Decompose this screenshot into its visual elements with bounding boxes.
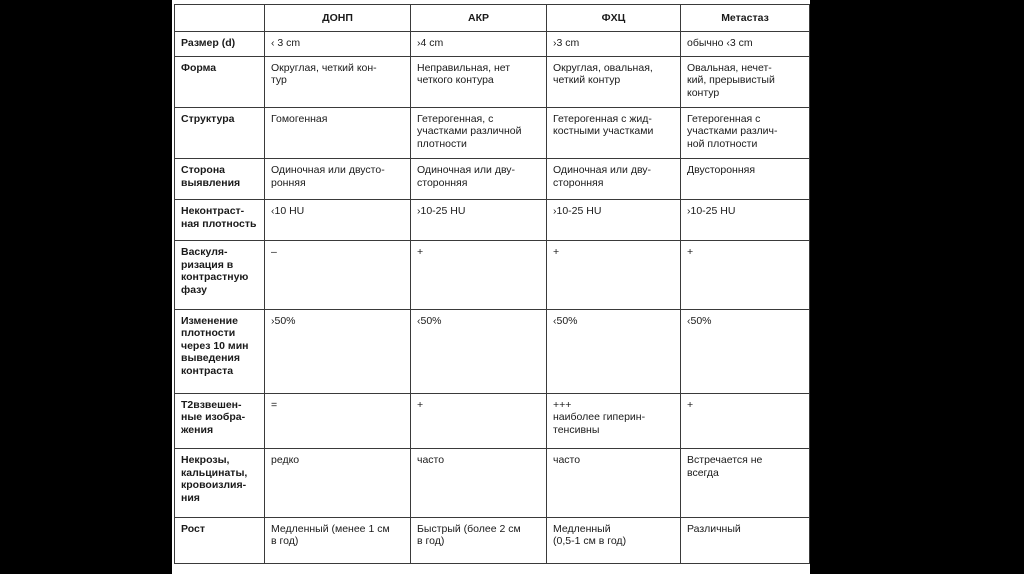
table-row [175, 449, 810, 518]
table-cell: Гетерогенная с жид- костными участками [547, 107, 681, 158]
table-cell: Одиночная или двусто- ронняя [265, 159, 411, 200]
table-cell: ‹50% [411, 309, 547, 393]
table-cell: Медленный (0,5-1 см в год) [547, 517, 681, 563]
table-cell: Округлая, овальная, четкий контур [547, 56, 681, 107]
table-cell: + [411, 241, 547, 310]
header-akr: АКР [411, 5, 547, 32]
table-row [175, 309, 810, 393]
table-cell: + [411, 393, 547, 448]
table-row [175, 56, 810, 107]
table-cell: + [681, 241, 810, 310]
table-row [175, 393, 810, 448]
row-label: Васкуля- ризация в контрастную фазу [175, 241, 265, 310]
table-cell: Округлая, четкий кон- тур [265, 56, 411, 107]
row-label: Структура [175, 107, 265, 158]
row-label: Изменение плотности через 10 мин выведения контраста [175, 309, 265, 393]
table-cell: Неправильная, нет четкого контура [411, 56, 547, 107]
table-cell: Гетерогенная с участками различ- ной плотности [681, 107, 810, 158]
table-cell: + [681, 393, 810, 448]
table-cell: = [265, 393, 411, 448]
table-cell: ›50% [265, 309, 411, 393]
table-cell: ›10-25 HU [547, 200, 681, 241]
table-row [175, 241, 810, 310]
table-cell: Одиночная или дву- сторонняя [411, 159, 547, 200]
header-corner [175, 5, 265, 32]
table-cell: Гетерогенная, с участками различной плотности [411, 107, 547, 158]
comparison-table [174, 4, 810, 564]
row-label: Неконтраст- ная плотность [175, 200, 265, 241]
table-cell: ›10-25 HU [681, 200, 810, 241]
table-row [175, 200, 810, 241]
table-cell: часто [411, 449, 547, 518]
header-fhc: ФХЦ [547, 5, 681, 32]
table-cell: Овальная, нечет- кий, прерывистый контур [681, 56, 810, 107]
table-cell: Двусторонняя [681, 159, 810, 200]
table-row [175, 107, 810, 158]
table-cell: Встречается не всегда [681, 449, 810, 518]
header-donp: ДОНП [265, 5, 411, 32]
table-cell: редко [265, 449, 411, 518]
row-label: Т2взвешен- ные изобра- жения [175, 393, 265, 448]
table-cell: ›4 cm [411, 32, 547, 57]
table-cell: часто [547, 449, 681, 518]
table-cell: обычно ‹3 cm [681, 32, 810, 57]
header-metastasis: Метастаз [681, 5, 810, 32]
table-cell: Быстрый (более 2 см в год) [411, 517, 547, 563]
table-cell: Медленный (менее 1 см в год) [265, 517, 411, 563]
table-row [175, 159, 810, 200]
row-label: Форма [175, 56, 265, 107]
table-cell: ›10-25 HU [411, 200, 547, 241]
table-cell: ‹50% [547, 309, 681, 393]
table-cell: +++ наиболее гиперин- тенсивны [547, 393, 681, 448]
table-cell: ‹10 HU [265, 200, 411, 241]
table-cell: Гомогенная [265, 107, 411, 158]
table-cell: Одиночная или дву- сторонняя [547, 159, 681, 200]
table-cell: – [265, 241, 411, 310]
table-cell: ›3 cm [547, 32, 681, 57]
table-row [175, 32, 810, 57]
table-cell: Различный [681, 517, 810, 563]
table-cell: ‹ 3 cm [265, 32, 411, 57]
table-header-row [175, 5, 810, 32]
table-row [175, 517, 810, 563]
table-cell: ‹50% [681, 309, 810, 393]
row-label: Сторона выявления [175, 159, 265, 200]
row-label: Рост [175, 517, 265, 563]
row-label: Размер (d) [175, 32, 265, 57]
row-label: Некрозы, кальцинаты, кровоизлия- ния [175, 449, 265, 518]
table-cell: + [547, 241, 681, 310]
